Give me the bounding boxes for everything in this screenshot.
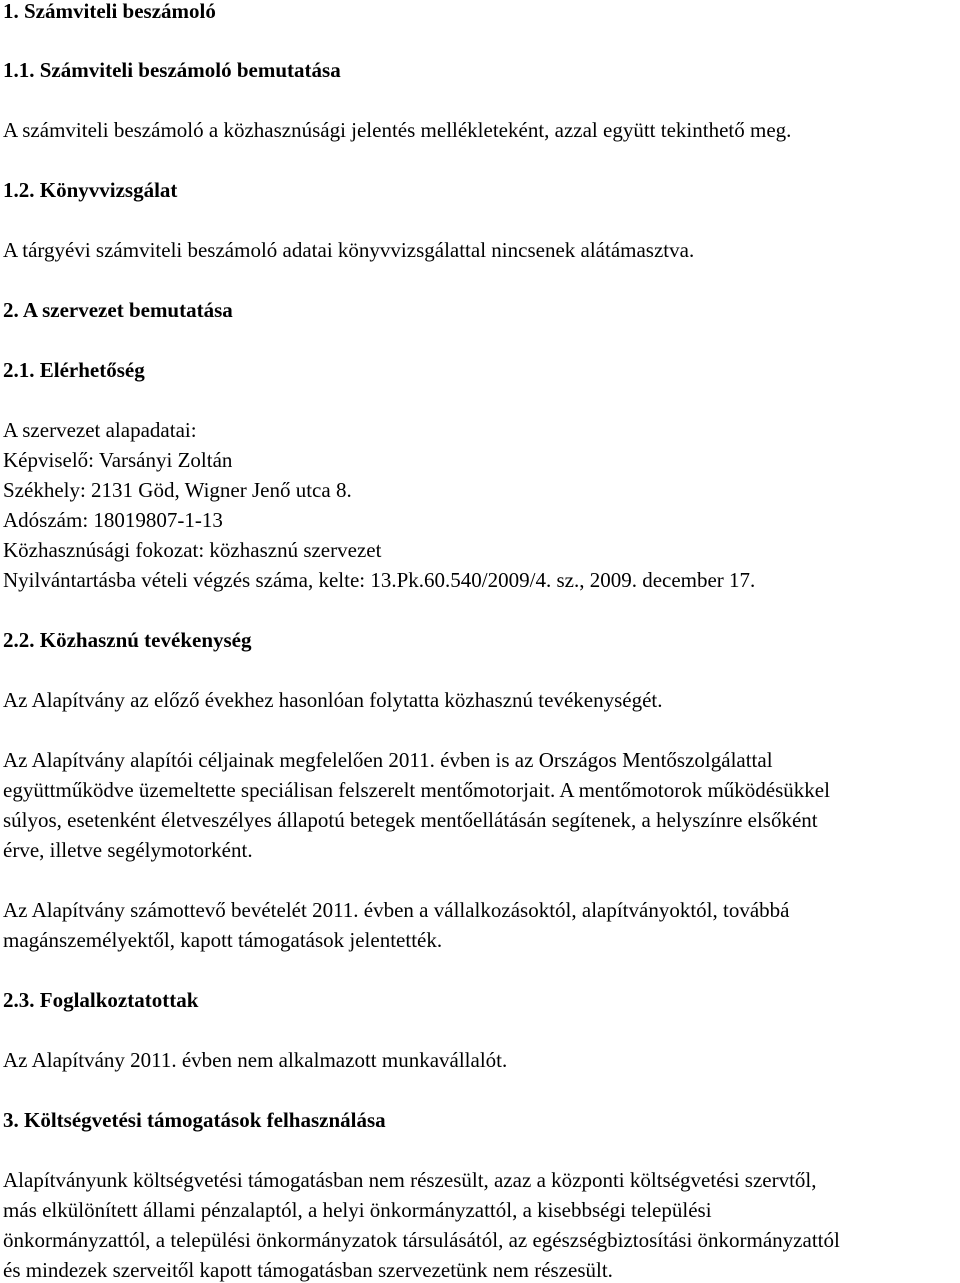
section-heading-1-1: 1.1. Számviteli beszámoló bemutatása xyxy=(3,58,341,82)
org-line-seat: Székhely: 2131 Göd, Wigner Jenő utca 8. xyxy=(3,478,352,502)
paragraph-1-1: A számviteli beszámoló a közhasznúsági jelentés mellékleteként, azzal együtt tekinthető meg. xyxy=(3,118,792,142)
paragraph-2-2-c-line-1: Az Alapítvány számottevő bevételét 2011. évben a vállalkozásoktól, alapítványoktól, továbbá xyxy=(3,898,790,922)
section-heading-1-2: 1.2. Könyvvizsgálat xyxy=(3,178,178,202)
org-line-public-benefit-status: Közhasznúsági fokozat: közhasznú szervezet xyxy=(3,538,382,562)
org-line-representative: Képviselő: Varsányi Zoltán xyxy=(3,448,233,472)
paragraph-3-line-1: Alapítványunk költségvetési támogatásban nem részesült, azaz a központi költségvetési szervtől, xyxy=(3,1168,817,1192)
section-heading-2: 2. A szervezet bemutatása xyxy=(3,298,233,322)
section-heading-2-3: 2.3. Foglalkoztatottak xyxy=(3,988,199,1012)
org-line-base-data: A szervezet alapadatai: xyxy=(3,418,197,442)
section-heading-2-1: 2.1. Elérhetőség xyxy=(3,358,145,382)
paragraph-2-2-b-line-4: érve, illetve segélymotorként. xyxy=(3,838,253,862)
paragraph-1-2: A tárgyévi számviteli beszámoló adatai könyvvizsgálattal nincsenek alátámasztva. xyxy=(3,238,695,262)
paragraph-3-line-4: és mindezek szerveitől kapott támogatásban szervezetünk nem részesült. xyxy=(3,1258,613,1282)
paragraph-2-3: Az Alapítvány 2011. évben nem alkalmazott munkavállalót. xyxy=(3,1048,508,1072)
paragraph-2-2-b-line-2: együttműködve üzemeltette speciálisan felszerelt mentőmotorjait. A mentőmotorok működésükkel xyxy=(3,778,830,802)
section-heading-1: 1. Számviteli beszámoló xyxy=(3,0,216,23)
org-line-registration: Nyilvántartásba vételi végzés száma, kelte: 13.Pk.60.540/2009/4. sz., 2009. december 17. xyxy=(3,568,756,592)
paragraph-2-2-c-line-2: magánszemélyektől, kapott támogatások jelentették. xyxy=(3,928,443,952)
paragraph-2-2-b-line-3: súlyos, esetenként életveszélyes állapotú betegek mentőellátásán segítenek, a helyszínre elsőként xyxy=(3,808,818,832)
paragraph-3-line-2: más elkülönített állami pénzalaptól, a helyi önkormányzattól, a kisebbségi települési xyxy=(3,1198,712,1222)
section-heading-3: 3. Költségvetési támogatások felhasználása xyxy=(3,1108,386,1132)
org-line-tax-number: Adószám: 18019807-1-13 xyxy=(3,508,223,532)
paragraph-3-line-3: önkormányzattól, a települési önkormányzatok társulásától, az egészségbiztosítási önkormányzattól xyxy=(3,1228,840,1252)
paragraph-2-2-a: Az Alapítvány az előző évekhez hasonlóan folytatta közhasznú tevékenységét. xyxy=(3,688,663,712)
section-heading-2-2: 2.2. Közhasznú tevékenység xyxy=(3,628,252,652)
paragraph-2-2-b-line-1: Az Alapítvány alapítói céljainak megfelelően 2011. évben is az Országos Mentőszolgálattal xyxy=(3,748,773,772)
